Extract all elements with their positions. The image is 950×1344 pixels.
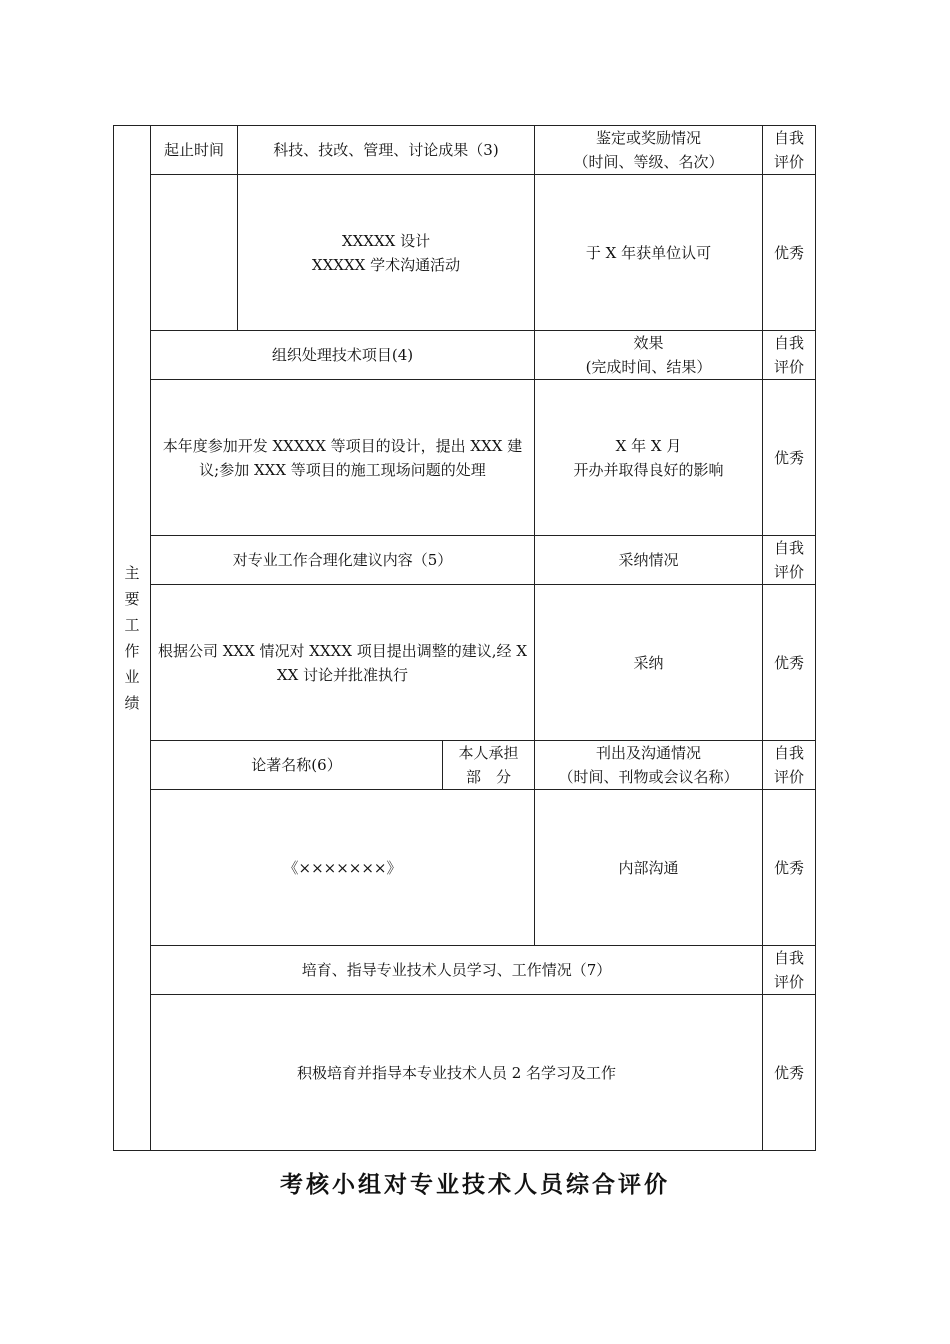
sec4-header: 组织处理技术项目(4) [151, 331, 535, 380]
sec6-header: 论著名称(6） [151, 741, 443, 790]
sec4-effect-line2: (完成时间、结果） [585, 358, 712, 376]
sec3-results-line1: XXXXX 设计 [341, 231, 431, 250]
sec3-award-header-line2: （时间、等级、名次） [573, 153, 724, 171]
sec3-results-value [238, 175, 535, 331]
sec7-body-row [114, 995, 816, 1151]
sec7-content: 积极培育并指导本专业技术人员 2 名学习及工作 [151, 995, 763, 1151]
sec6-header-row [114, 741, 816, 790]
sec6-self-eval-line2: 评价 [773, 768, 804, 786]
sec4-content: 本年度参加开发 XXXXX 等项目的设计，提出 XXX 建议;参加 XXX 等项目的施工现场问题的处理 [151, 380, 535, 536]
sec7-self-eval-line2: 评价 [773, 973, 804, 991]
sec3-award-header-line1: 鉴定或奖励情况 [595, 129, 701, 147]
sec7-header-row [114, 946, 816, 995]
sec5-adoption-header: 采纳情况 [535, 536, 763, 585]
sec7-header: 培育、指导专业技术人员学习、工作情况（7） [151, 946, 763, 995]
bottom-section-title: 考核小组对专业技术人员综合评价 [280, 1172, 670, 1198]
sec5-self-eval-header [763, 536, 816, 585]
sec6-work: 《×××××××》 [151, 790, 535, 946]
sec3-results-line2: XXXXX 学术沟通活动 [311, 255, 461, 274]
sec4-self-eval-line1: 自我 [773, 334, 804, 352]
sec5-content: 根据公司 XXX 情况对 XXXX 项目提出调整的建议,经 XXX 讨论并批准执行 [151, 585, 535, 741]
sec5-rating: 优秀 [763, 585, 816, 741]
sec6-pub-line2: （时间、刊物或会议名称） [558, 768, 739, 786]
sec5-self-eval-line2: 评价 [773, 563, 804, 581]
sec6-pub-header [535, 741, 763, 790]
sec4-result-line1: X 年 X 月 [615, 436, 682, 455]
sec3-award-value: 于 X 年获单位认可 [535, 175, 763, 331]
sec7-self-eval-header [763, 946, 816, 995]
sec3-award-header [535, 126, 763, 175]
sec4-rating: 优秀 [763, 380, 816, 536]
sec3-self-eval-line2: 评价 [773, 153, 804, 171]
sec4-header-row [114, 331, 816, 380]
sec7-self-eval-line1: 自我 [773, 949, 804, 967]
sec4-effect-line1: 效果 [633, 334, 664, 352]
side-label-cell [114, 126, 151, 1151]
sec6-part-header [443, 741, 535, 790]
sec3-rating: 优秀 [763, 175, 816, 331]
sec6-self-eval-line1: 自我 [773, 744, 804, 762]
sec3-period-header: 起止时间 [151, 126, 238, 175]
sec6-self-eval-header [763, 741, 816, 790]
sec3-results-header: 科技、技改、管理、讨论成果（3) [238, 126, 535, 175]
sec3-period-value [151, 175, 238, 331]
sec4-result-line2: 开办并取得良好的影响 [573, 460, 724, 479]
sec5-header: 对专业工作合理化建议内容（5） [151, 536, 535, 585]
sec6-pub-value: 内部沟通 [535, 790, 763, 946]
sec6-rating: 优秀 [763, 790, 816, 946]
sec4-result [535, 380, 763, 536]
sec3-header-row [114, 126, 816, 175]
sec6-pub-line1: 刊出及沟通情况 [595, 744, 701, 762]
sec3-self-eval-line1: 自我 [773, 129, 804, 147]
sec4-effect-header [535, 331, 763, 380]
sec5-adoption: 采纳 [535, 585, 763, 741]
sec4-body-row [114, 380, 816, 536]
sec4-self-eval-header [763, 331, 816, 380]
sec5-header-row [114, 536, 816, 585]
work-performance-table [113, 125, 816, 1151]
sec6-body-row [114, 790, 816, 946]
sec5-body-row [114, 585, 816, 741]
sec3-self-eval-header [763, 126, 816, 175]
sec7-rating: 优秀 [763, 995, 816, 1151]
sec6-part-line2: 部 分 [465, 768, 511, 786]
side-label: 主要工作业绩 [124, 564, 140, 712]
sec4-self-eval-line2: 评价 [773, 358, 804, 376]
sec6-part-line1: 本人承担 [458, 744, 519, 762]
sec5-self-eval-line1: 自我 [773, 539, 804, 557]
sec3-body-row [114, 175, 816, 331]
